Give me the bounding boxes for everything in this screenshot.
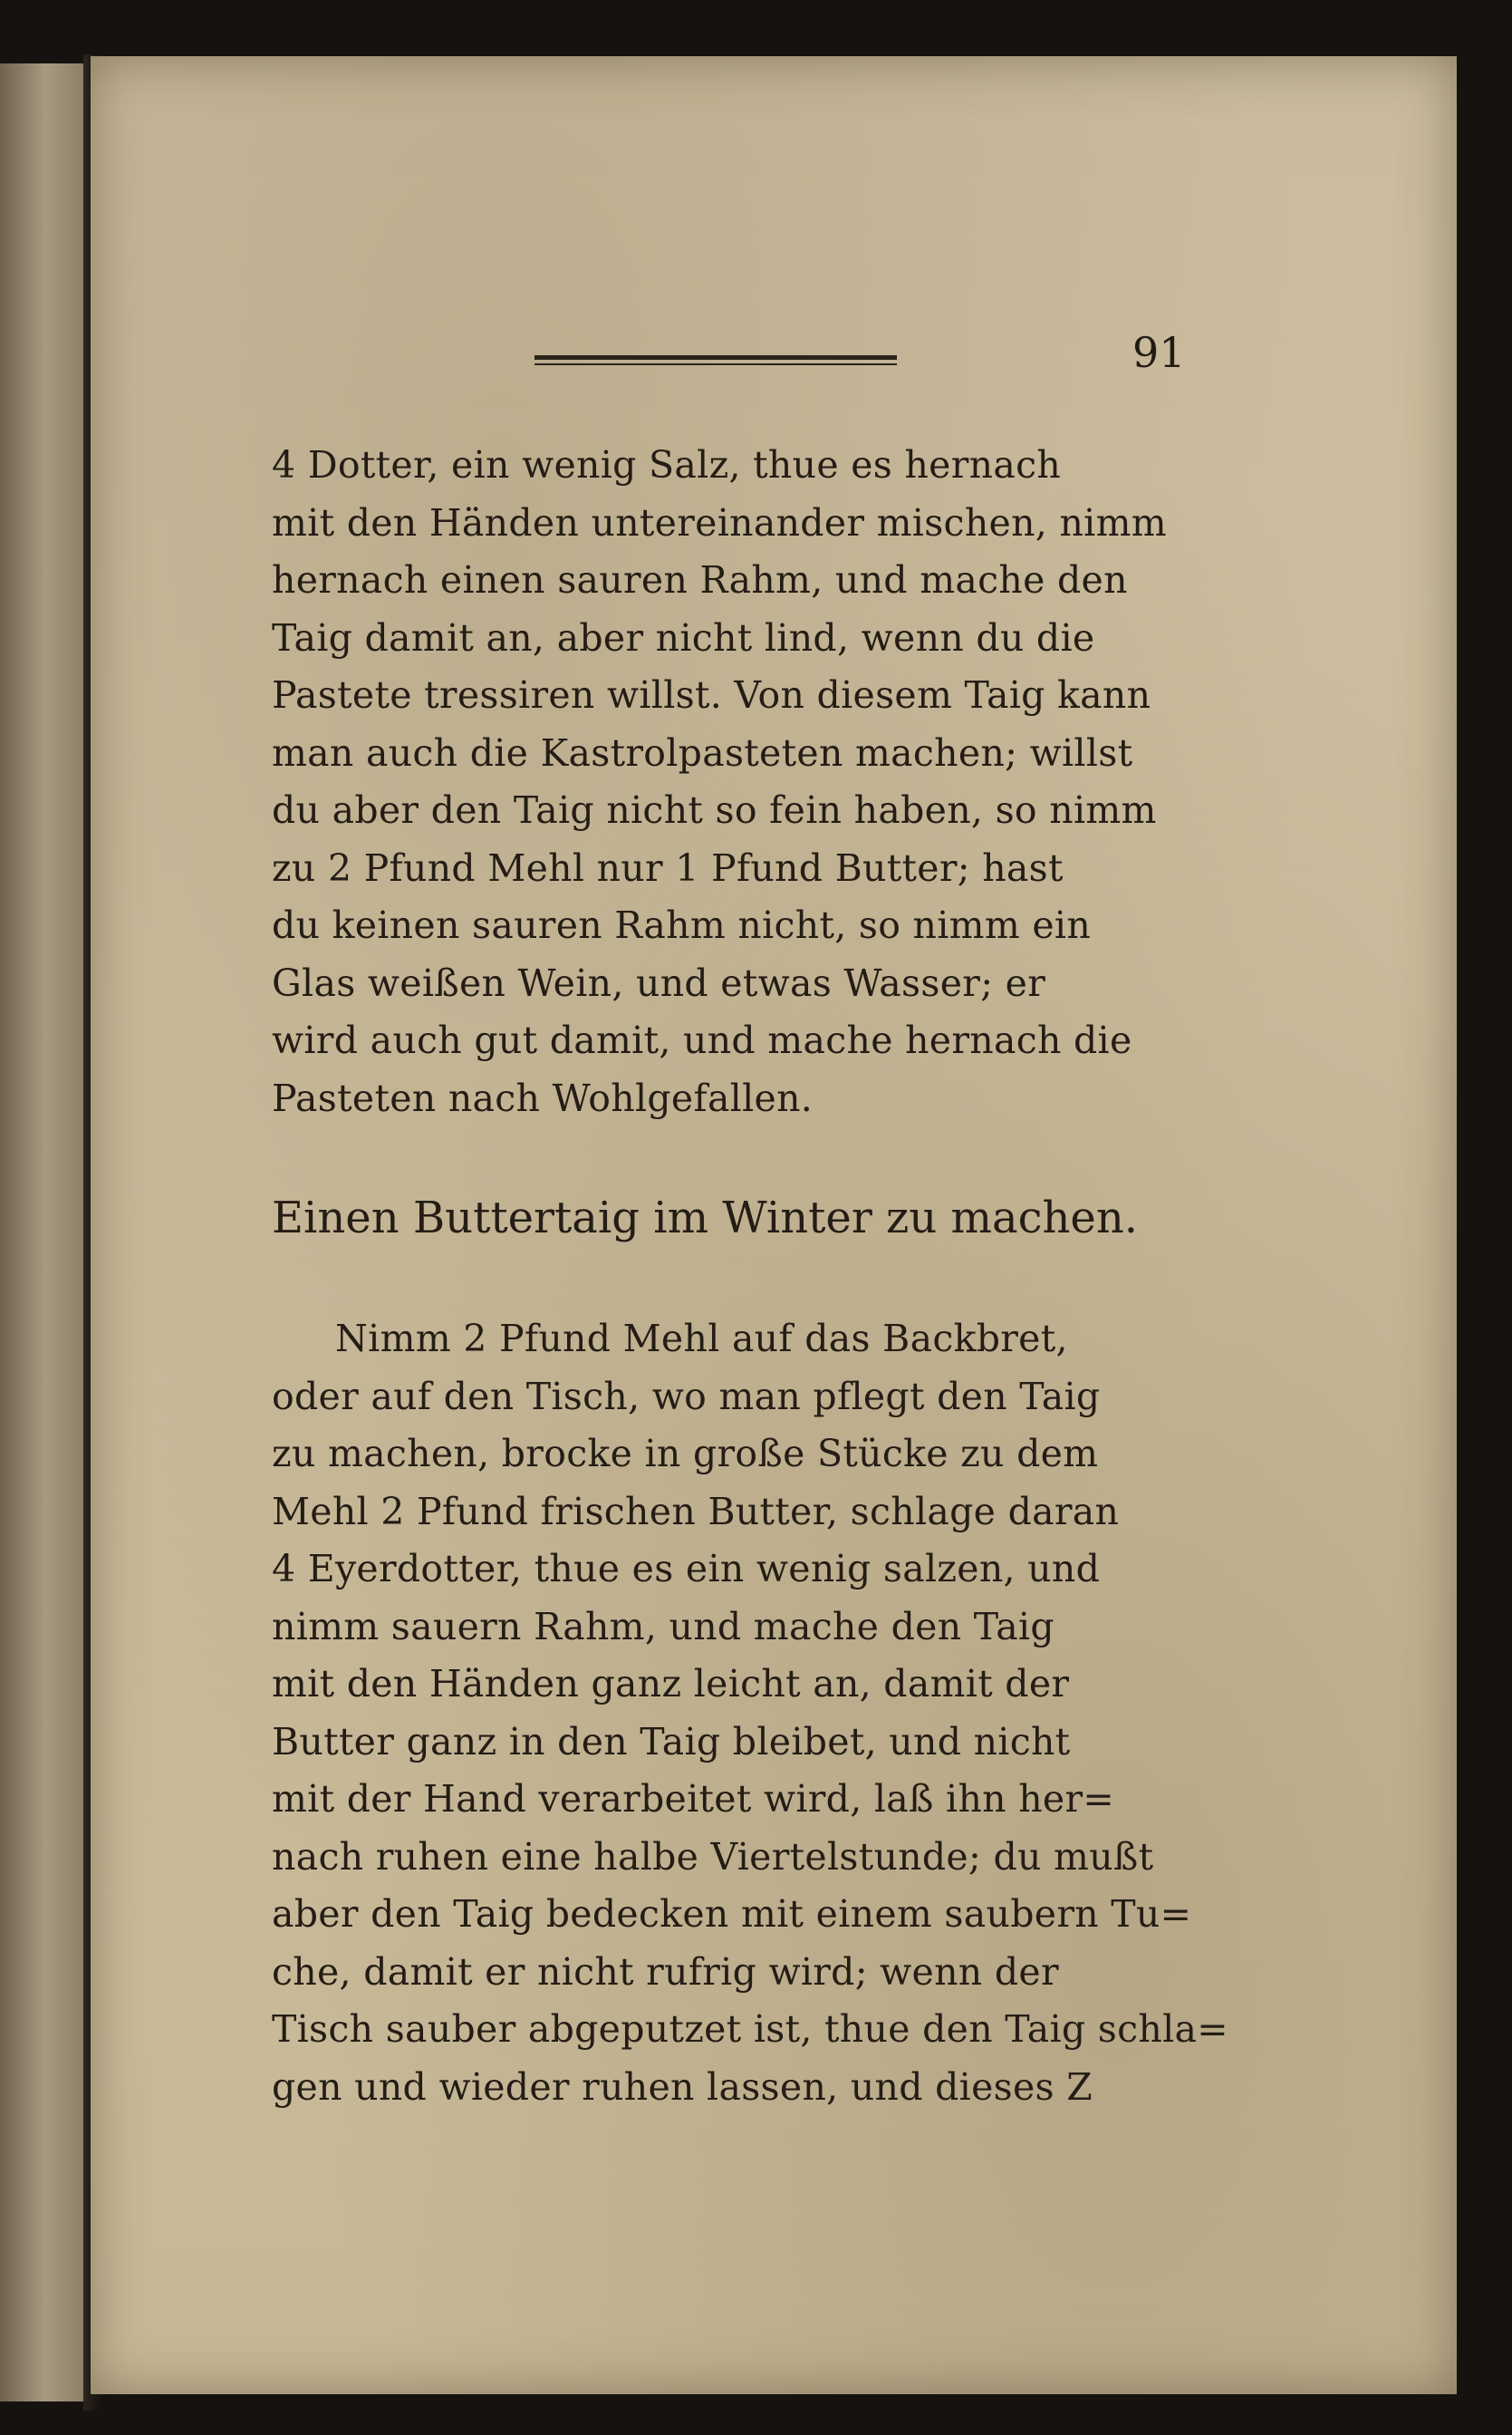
text-line: 4 Eyerdotter, thue es ein wenig salzen, und <box>272 1547 1101 1590</box>
text-line: che, damit er nicht rufrig wird; wenn der <box>272 1949 1059 1994</box>
text-line: 4 Dotter, ein wenig Salz, thue es hernach <box>272 443 1062 487</box>
text-line: nach ruhen eine halbe Viertelstunde; du mußt <box>272 1834 1154 1879</box>
text-line: du keinen sauren Rahm nicht, so nimm ein <box>272 903 1092 947</box>
text-line: Pastete tressiren willst. Von diesem Taig kann <box>272 673 1151 717</box>
text-line: Pasteten nach Wohlgefallen. <box>272 1076 814 1120</box>
text-line: zu 2 Pfund Mehl nur 1 Pfund Butter; hast <box>272 845 1064 890</box>
text-line: mit den Händen untereinander mischen, nimm <box>272 500 1167 545</box>
header-rule <box>534 355 897 360</box>
text-line: oder auf den Tisch, wo man pflegt den Taig <box>272 1374 1101 1418</box>
page-text <box>272 437 1314 2116</box>
book-page <box>91 56 1457 2394</box>
text-line: nimm sauern Rahm, und mache den Taig <box>272 1604 1055 1648</box>
text-line: Butter ganz in den Taig bleibet, und nicht <box>272 1719 1071 1763</box>
paragraph-1 <box>272 437 1314 1127</box>
text-line: zu machen, brocke in große Stücke zu dem <box>272 1432 1099 1475</box>
text-line: mit der Hand verarbeitet wird, laß ihn her= <box>272 1777 1115 1821</box>
facing-page-edge <box>0 63 86 2401</box>
text-line: aber den Taig bedecken mit einem saubern Tu= <box>272 1892 1192 1936</box>
text-line: du aber den Taig nicht so fein haben, so nimm <box>272 788 1157 832</box>
text-line: Tisch sauber abgeputzet ist, thue den Taig schla= <box>272 2007 1228 2051</box>
text-line: Glas weißen Wein, und etwas Wasser; er <box>272 961 1046 1005</box>
text-line: mit den Händen ganz leicht an, damit der <box>272 1662 1070 1705</box>
section-heading: Einen Buttertaig im Winter zu machen. <box>272 1193 1138 1243</box>
text-line: wird auch gut damit, und mache hernach die <box>272 1019 1132 1062</box>
text-line: Nimm 2 Pfund Mehl auf das Backbret, <box>335 1317 1068 1360</box>
page-number: 91 <box>1132 328 1186 377</box>
paragraph-2 <box>272 1310 1314 2116</box>
text-line: Taig damit an, aber nicht lind, wenn du die <box>272 615 1095 660</box>
text-line: Mehl 2 Pfund frischen Butter, schlage daran <box>272 1489 1120 1533</box>
text-line: hernach einen sauren Rahm, und mache den <box>272 558 1128 602</box>
text-line: gen und wieder ruhen lassen, und dieses Z <box>272 2064 1093 2109</box>
text-line: man auch die Kastrolpasteten machen; willst <box>272 730 1133 775</box>
